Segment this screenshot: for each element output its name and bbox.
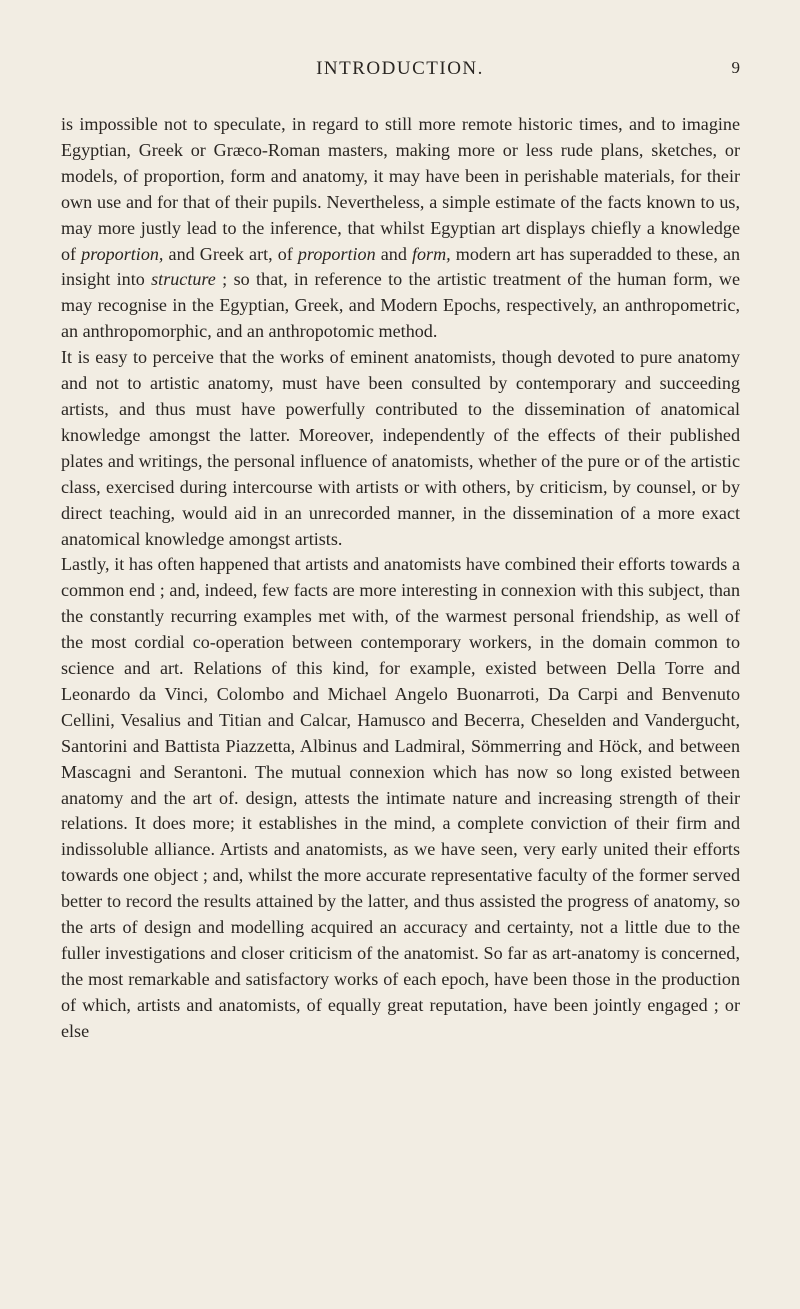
paragraph-1-text-1: is impossible not to speculate, in regard to still more remote historic times, and to imagine Egyptian, Greek or Græco-Roman masters, making more or less rude plans, sketches, or models, of proportion, form and anatomy, it may have been in perishable materials, for their own use and for that of their pupils. Nevertheless, a simple estimate of the facts known to us, may more justly lead to the inference, that whilst Egyptian art displays chiefly a knowledge of bbox=[61, 114, 740, 264]
emphasis-structure: structure bbox=[151, 269, 216, 290]
page-header bbox=[60, 58, 740, 86]
page-number: 9 bbox=[731, 58, 740, 77]
emphasis-proportion: proportion, bbox=[81, 243, 164, 264]
paragraph-2: It is easy to perceive that the works of eminent anatomists, though devoted to pure anatomy and not to artistic anatomy, must have been consulted by contemporary and succeeding artists, and thus must have powerfully contributed to the dissemination of anatomical knowledge amongst the latter. Moreover, independently of the effects of their published plates and writings, the personal influence of anatomists, whether of the pure or of the artistic class, exercised during intercourse with artists or with others, by criticism, by counsel, or by direct teaching, would aid in an unrecorded manner, in the dissemination of a more exact anatomical knowledge amongst artists. bbox=[61, 347, 740, 549]
body-text bbox=[61, 112, 740, 1045]
paragraph-3: Lastly, it has often happened that artists and anatomists have combined their efforts towards a common end ; and, indeed, few facts are more interesting in connexion with this subject, than the constantly recurring examples met with, of the warmest personal friendship, as well of the most cordial co-operation between contemporary workers, in the domain common to science and art. Relations of this kind, for example, existed between Della Torre and Leonardo da Vinci, Colombo and Michael Angelo Buonarroti, Da Carpi and Benvenuto Cellini, Vesalius and Titian and Calcar, Hamusco and Becerra, Cheselden and Vandergucht, Santorini and Battista Piazzetta, Albinus and Ladmiral, Sömmerring and Höck, and between Mascagni and Serantoni. The mutual connexion which has now so long existed between anatomy and the art of. design, attests the intimate nature and increasing strength of their relations. It does more; it establishes in the mind, a complete conviction of their firm and indissoluble alliance. Artists and anatomists, as we have seen, very early united their efforts towards one object ; and, whilst the more accurate representative faculty of the former served better to record the results attained by the latter, and thus assisted the progress of anatomy, so the arts of design and modelling acquired an accuracy and certainty, not a little due to the fuller investigations and closer criticism of the anatomist. So far as art-anatomy is concerned, the most remarkable and satisfactory works of each epoch, have been those in the production of which, artists and anatomists, of equally great reputation, have been jointly engaged ; or else bbox=[61, 554, 740, 1041]
paragraph-1-text-5: ; so that, in reference to the artistic treatment of the human form, we may recognise in the Egyptian, Greek, and Modern Epochs, respectively, an anthropometric, an anthropomorphic, and an anthropotomic method. bbox=[61, 269, 740, 342]
emphasis-proportion-2: proportion bbox=[297, 243, 376, 264]
paragraph-1-text-3: and bbox=[375, 243, 412, 264]
emphasis-form: form, bbox=[411, 243, 451, 264]
running-head: INTRODUCTION. bbox=[316, 58, 484, 79]
paragraph-1-text-2: and Greek art, of bbox=[163, 243, 298, 264]
paragraph-1-text-4: modern art has superadded to these, an insight into bbox=[61, 243, 741, 290]
paragraph-1 bbox=[61, 112, 740, 345]
